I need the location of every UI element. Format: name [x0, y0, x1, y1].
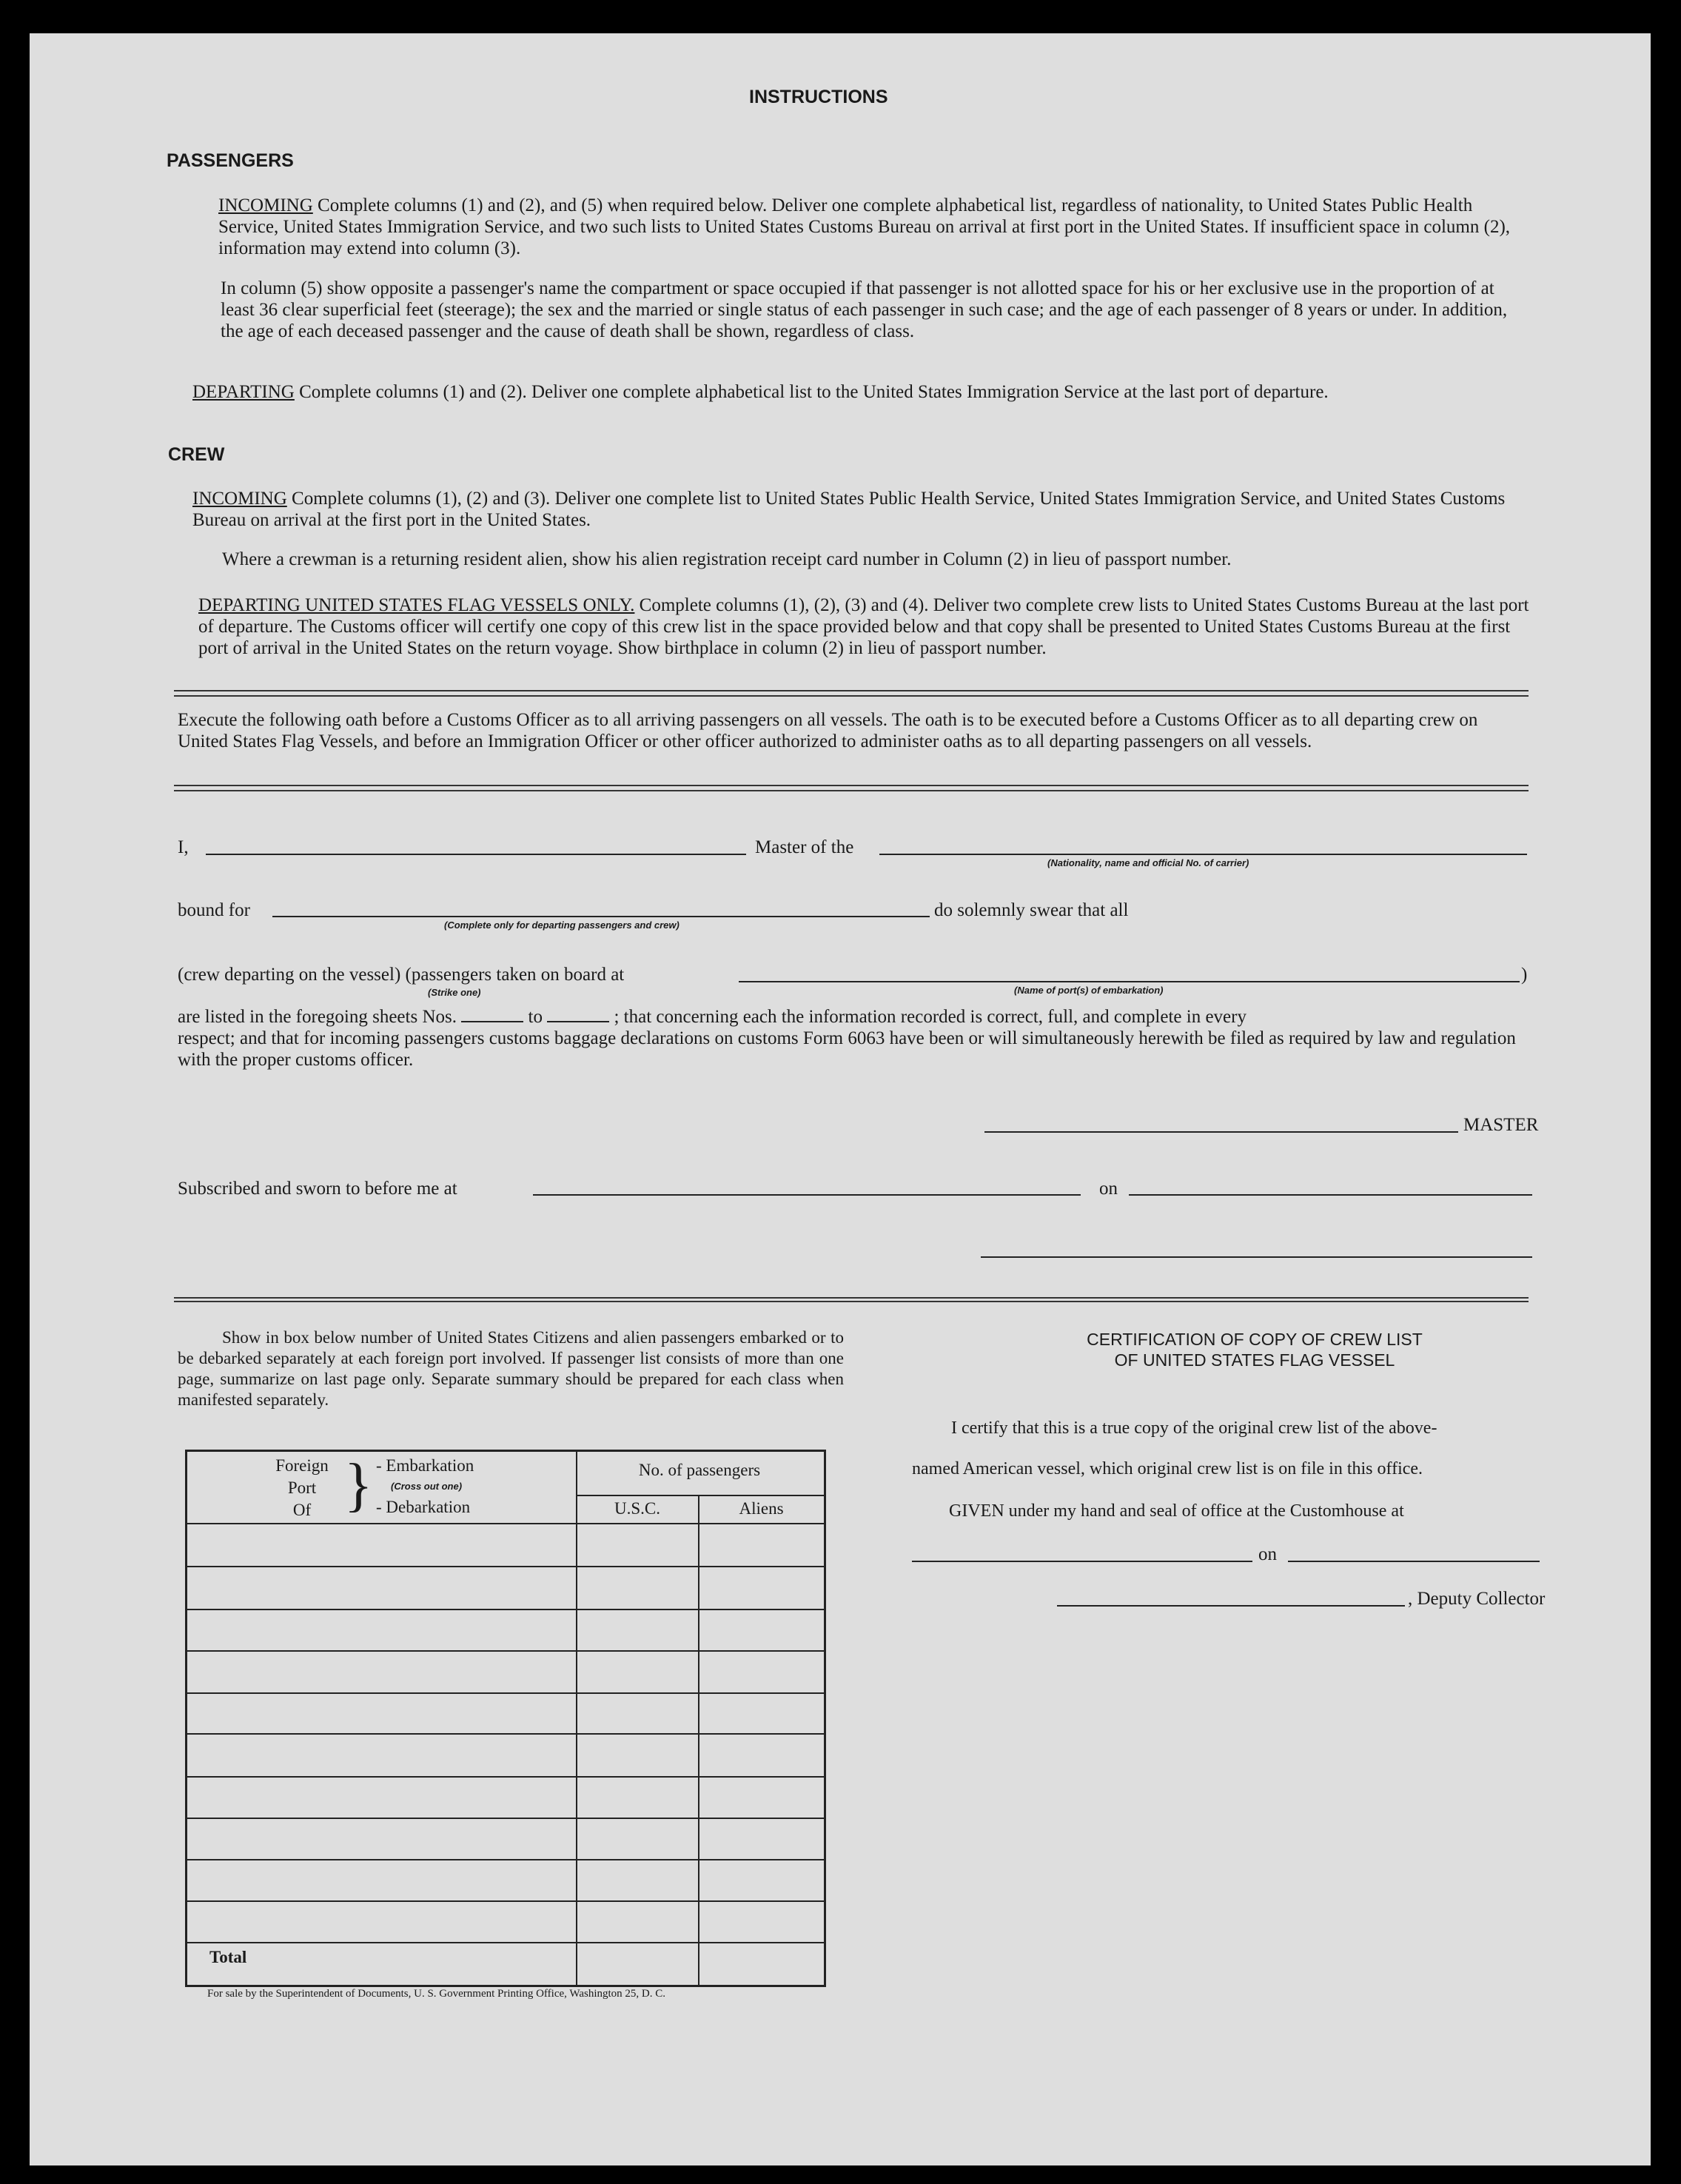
- crew-departing-paragraph: [198, 594, 1531, 659]
- table-row-divider: [187, 1692, 824, 1694]
- crew-incoming-label: INCOMING: [192, 489, 287, 509]
- form-sheet: [30, 33, 1651, 2165]
- table-row-divider: [187, 1942, 824, 1943]
- port-caption: (Name of port(s) of embarkation): [1014, 985, 1164, 996]
- bound-for-field[interactable]: [272, 916, 930, 917]
- listed-line: [178, 1006, 1247, 1028]
- crew-departing-text: Complete columns (1), (2), (3) and (4). Deliver two complete crew lists to United States Customs Bureau at the last port of departure. The Customs officer will certify one copy of this crew list in the space provided below and that copy shall be presented to United States Customs Bureau at the first port of arrival in the United States on the return voyage. Show birthplace in column (2) in lieu of passport number.: [198, 595, 1529, 658]
- embarkation-label: - Embarkation: [376, 1456, 474, 1475]
- master-signature-field[interactable]: [984, 1131, 1458, 1133]
- passengers-departing-text: Complete columns (1) and (2). Deliver one complete alphabetical list to the United States Immigration Service at the last port of departure.: [299, 382, 1329, 402]
- oath-instruction: Execute the following oath before a Customs Officer as to all arriving passengers on all vessels. The oath is to be executed before a Customs Officer as to all departing crew on United States Flag Vessels, and before an Immigration Officer or other officer authorized to administer oaths as to all departing passengers on all vessels.: [178, 710, 1478, 751]
- divider-2: [174, 785, 1529, 791]
- col-port-label: Port: [287, 1478, 317, 1497]
- sworn-place-field[interactable]: [533, 1194, 1081, 1196]
- table-row-divider: [187, 1733, 824, 1735]
- bound-for-caption: (Complete only for departing passengers and crew): [444, 920, 680, 931]
- master-name-field[interactable]: [206, 854, 746, 855]
- passengers-heading: PASSENGERS: [167, 150, 294, 171]
- to-label: to: [528, 1007, 543, 1027]
- table-row-divider: [187, 1650, 824, 1652]
- crew-incoming-text: Complete columns (1), (2) and (3). Deliver one complete list to United States Public Health Service, United States Immigration Service, and United States Customs Bureau on arrival at the first port in the United States.: [192, 489, 1506, 530]
- respect-text: respect; and that for incoming passengers customs baggage declarations on customs Form 6063 have been or will simultaneously herewith be filed as required by law and regulation with the proper customs officer.: [178, 1028, 1516, 1070]
- close-paren: ): [1521, 965, 1528, 985]
- aliens-header: Aliens: [739, 1499, 784, 1518]
- total-label: Total: [209, 1948, 247, 1966]
- sworn-on-label: on: [1099, 1179, 1118, 1199]
- sheet-from-field[interactable]: [461, 1008, 523, 1022]
- certify-date-field[interactable]: [1288, 1561, 1540, 1562]
- foreign-port-of-header: [269, 1455, 335, 1521]
- passengers-incoming-text: Complete columns (1) and (2), and (5) when required below. Deliver one complete alphabetical list, regardless of nationality, to United States Public Health Service, United States Immigration Service, and two such lists to United States Customs Bureau on arrival at first port in the United States. If insufficient space in column (2), information may extend into column (3).: [218, 195, 1511, 258]
- certify-line-2: named American vessel, which original crew list is on file in this office.: [912, 1459, 1423, 1478]
- summary-instruction: Show in box below number of United States Citizens and alien passengers embarked or to be debarked separately at each foreign port involved. If passenger list consists of more than one page, summarize on last page only. Separate summary should be prepared for each class when manifested separately.: [178, 1328, 844, 1409]
- crew-resident-text: Where a crewman is a returning resident alien, show his alien registration receipt card number in Column (2) in lieu of passport number.: [222, 549, 1232, 569]
- officer-signature-field[interactable]: [981, 1256, 1532, 1258]
- master-label: MASTER: [1463, 1115, 1539, 1135]
- listed-rest: ; that concerning each the information recorded is correct, full, and complete in every: [614, 1007, 1247, 1027]
- swear-text: do solemnly swear that all: [934, 900, 1129, 920]
- strike-caption: (Strike one): [428, 987, 481, 998]
- table-row-divider: [187, 1859, 824, 1860]
- certify-line-1: I certify that this is a true copy of the original crew list of the above-: [951, 1418, 1437, 1438]
- footer-text: For sale by the Superintendent of Documents, U. S. Government Printing Office, Washington 25, D. C.: [207, 1988, 665, 2000]
- passengers-incoming-paragraph: [218, 195, 1529, 259]
- table-row-divider: [187, 1566, 824, 1567]
- no-passengers-header: No. of passengers: [638, 1461, 761, 1479]
- certify-on-label: on: [1258, 1544, 1277, 1564]
- col-of-label: Of: [292, 1501, 312, 1519]
- passengers-incoming-label: INCOMING: [218, 195, 313, 215]
- customhouse-field[interactable]: [912, 1561, 1252, 1562]
- deputy-collector-label: , Deputy Collector: [1408, 1589, 1546, 1609]
- crew-departing-label: DEPARTING UNITED STATES FLAG VESSELS ONLY.: [198, 595, 635, 615]
- passengers-departing-label: DEPARTING: [192, 382, 295, 402]
- carrier-caption: (Nationality, name and official No. of carrier): [1047, 857, 1249, 868]
- brace-glyph: }: [344, 1453, 373, 1518]
- certification-title-2: OF UNITED STATES FLAG VESSEL: [1114, 1350, 1395, 1370]
- crew-heading: CREW: [168, 444, 225, 465]
- sworn-date-field[interactable]: [1129, 1194, 1532, 1196]
- table-row-divider: [187, 1900, 824, 1902]
- crew-incoming-paragraph: [192, 488, 1532, 531]
- master-of-the-label: Master of the: [755, 837, 854, 857]
- listed-prefix: are listed in the foregoing sheets Nos.: [178, 1007, 457, 1027]
- deputy-signature-field[interactable]: [1057, 1605, 1405, 1607]
- embarkation-port-field[interactable]: [739, 981, 1520, 982]
- oath-i-label: I,: [178, 837, 189, 857]
- cross-out-caption: (Cross out one): [391, 1481, 463, 1492]
- table-row-divider: [187, 1776, 824, 1778]
- col-foreign-label: Foreign: [275, 1456, 329, 1475]
- passenger-summary-table: [185, 1450, 826, 1987]
- table-row-divider: [187, 1818, 824, 1819]
- divider-1: [174, 690, 1529, 697]
- crew-passengers-text: (crew departing on the vessel) (passengers taken on board at: [178, 965, 625, 985]
- certification-title-1: CERTIFICATION OF COPY OF CREW LIST: [1087, 1330, 1423, 1349]
- debarkation-label: - Debarkation: [376, 1498, 471, 1516]
- subscribed-label: Subscribed and sworn to before me at: [178, 1179, 457, 1199]
- table-row-divider: [187, 1609, 824, 1610]
- carrier-field[interactable]: [879, 854, 1527, 855]
- certification-title: [1025, 1329, 1484, 1370]
- embarkation-options: [376, 1455, 474, 1518]
- sheet-to-field[interactable]: [547, 1008, 609, 1022]
- passengers-column5-text: In column (5) show opposite a passenger's name the compartment or space occupied if that passenger is not allotted space for his or her exclusive use in the proportion of at least 36 clear superficial feet (steerage); the sex and the married or single status of each passenger in such case; and the age of each passenger of 8 years or under. In addition, the age of each deceased passenger and the cause of death shall be shown, regardless of class.: [221, 278, 1508, 341]
- usc-header: U.S.C.: [614, 1499, 660, 1518]
- divider-3: [174, 1297, 1529, 1302]
- passengers-departing-paragraph: [192, 381, 1532, 403]
- certify-line-3: GIVEN under my hand and seal of office at the Customhouse at: [949, 1501, 1404, 1521]
- bound-for-label: bound for: [178, 900, 250, 920]
- page-title: INSTRUCTIONS: [749, 87, 888, 107]
